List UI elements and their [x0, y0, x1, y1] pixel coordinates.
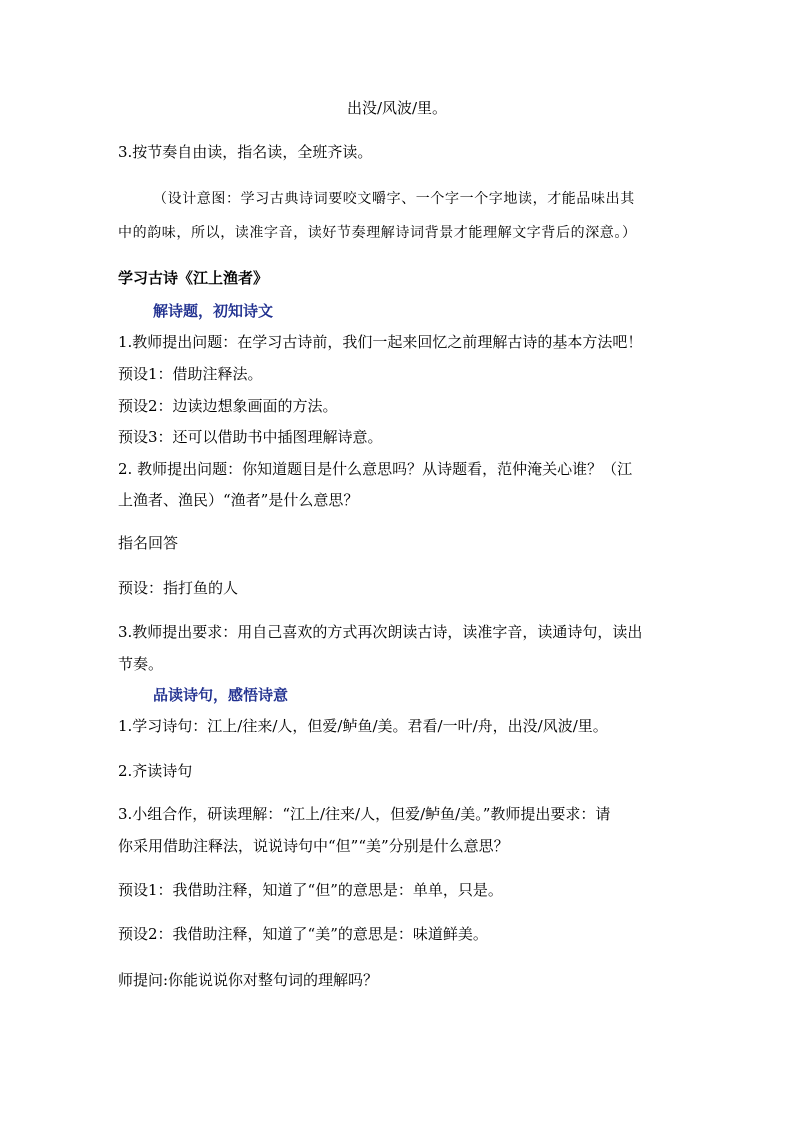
poem-line-end: 出没/风波/里。	[346, 99, 448, 117]
answer-preset: 预设：指打鱼的人	[118, 579, 239, 597]
preset-mei: 预设2：我借助注释，知道了“美”的意思是：味道鲜美。	[118, 925, 488, 943]
reading-step: 3.按节奏自由读，指名读，全班齐读。	[118, 143, 373, 161]
subheading-appreciate: 品读诗句，感悟诗意	[153, 686, 289, 704]
answer-instruction: 指名回答	[118, 534, 179, 552]
design-intent-line-2: 中的韵味，所以，读准字音，读好节奏理解诗词背景才能理解文字背后的深意。）	[118, 225, 637, 241]
group-work-line-2: 你采用借助注释法，说说诗句中“但”“美”分别是什么意思？	[118, 837, 509, 855]
design-intent-line-1: （设计意图：学习古典诗词要咬文嚼字、一个字一个字地读，才能品味出其	[153, 191, 635, 207]
question-1: 1.教师提出问题：在学习古诗前，我们一起来回忆之前理解古诗的基本方法吧！	[118, 333, 643, 351]
poem-study: 1.学习诗句：江上/往来/人，但爱/鲈鱼/美。君看/一叶/舟，出没/风波/里。	[118, 717, 608, 735]
preset-3: 预设3：还可以借助书中插图理解诗意。	[118, 428, 383, 446]
question-2-line-2: 上渔者、渔民）“渔者”是什么意思？	[118, 491, 359, 509]
requirement-line-2: 节奏。	[118, 655, 164, 673]
preset-2: 预设2：边读边想象画面的方法。	[118, 397, 338, 415]
section-heading: 学习古诗《江上渔者》	[118, 269, 269, 287]
read-together: 2.齐读诗句	[118, 762, 193, 780]
group-work-line-1: 3.小组合作，研读理解：“江上/往来/人，但爱/鲈鱼/美。”教师提出要求：请	[118, 805, 611, 823]
teacher-question: 师提问:你能说说你对整句词的理解吗？	[118, 971, 379, 989]
preset-dan: 预设1：我借助注释，知道了“但”的意思是：单单，只是。	[118, 881, 503, 899]
preset-1: 预设1：借助注释法。	[118, 365, 263, 383]
requirement-line-1: 3.教师提出要求：用自己喜欢的方式再次朗读古诗，读准字音，读通诗句，读出	[118, 623, 643, 641]
subheading-poem-title: 解诗题，初知诗文	[153, 302, 274, 320]
question-2-line-1: 2. 教师提出问题：你知道题目是什么意思吗？从诗题看，范仲淹关心谁？（江	[118, 460, 633, 478]
